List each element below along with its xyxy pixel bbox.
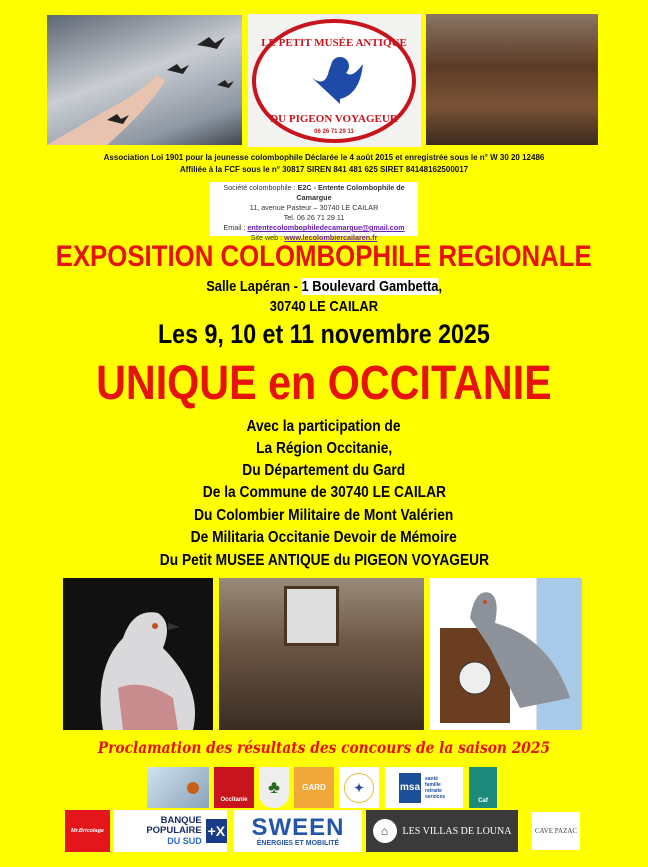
venue-line xyxy=(0,278,648,295)
sponsor-mr-bricolage-logo: Mr.Bricolage xyxy=(65,810,110,852)
event-dates: Les 9, 10 et 11 novembre 2025 xyxy=(158,319,490,349)
logo-text-bottom: DU PIGEON VOYAGEUR xyxy=(270,113,398,125)
venue-hall: Salle Lapéran - xyxy=(206,278,302,295)
email-link[interactable]: ententecolombophiledecamargue@gmail.com xyxy=(247,223,405,232)
sponsor-caf-logo: Caf xyxy=(469,767,497,808)
venue-city: 30740 LE CAILAR xyxy=(269,298,379,315)
sponsor-villas-de-louna-logo: ⌂ LES VILLAS DE LOUNA xyxy=(366,810,518,852)
museum-interior-photo xyxy=(219,578,424,730)
musee-logo xyxy=(248,14,421,147)
sponsor-occitanie-logo: Occitanie xyxy=(214,767,254,808)
participation-line: Du Petit MUSEE ANTIQUE du PIGEON VOYAGEUR xyxy=(159,552,489,569)
participation-line: Du Département du Gard xyxy=(242,462,406,479)
sponsor-sween-logo: SWEEN ÉNERGIES ET MOBILITÉ xyxy=(234,810,362,852)
society-tel: Tel. 06 26 71 29 11 xyxy=(283,213,345,222)
association-line-1: Association Loi 1901 pour la jeunesse colombophile Déclarée le 4 août 2015 et enregistrée sous le n° W 30 20 12486 xyxy=(103,153,545,162)
pigeon-portrait-photo xyxy=(63,578,213,730)
birds-illustration xyxy=(47,15,242,145)
society-info-box xyxy=(210,182,418,242)
sponsor-banque-populaire-logo: BANQUE POPULAIRE DU SUD +X xyxy=(114,810,227,852)
logo-text-top: LE PETIT MUSÉE ANTIQUE xyxy=(261,37,407,49)
exhibition-title: EXPOSITION COLOMBOPHILE REGIONALE xyxy=(55,240,593,273)
museum-collection-photo xyxy=(426,14,598,145)
website-link[interactable]: www.lecolombiercailaren.fr xyxy=(284,233,378,242)
society-address: 11, avenue Pasteur – 30740 LE CAILAR xyxy=(249,203,379,212)
sponsor-commune-crest-logo: ♣ xyxy=(259,767,289,808)
participation-line: Du Colombier Militaire de Mont Valérien xyxy=(194,507,454,524)
society-name: E2C - Entente Colombophile de Camargue xyxy=(296,183,405,202)
participation-line: De la Commune de 30740 LE CAILAR xyxy=(202,484,446,501)
participation-line: De Militaria Occitanie Devoir de Mémoire xyxy=(190,529,458,546)
headline: UNIQUE en OCCITANIE xyxy=(96,357,552,410)
sponsor-pigeon-logo xyxy=(147,767,209,808)
sponsor-round-logo: ✦ xyxy=(339,767,379,808)
logo-phone: 06 26 71 29 11 xyxy=(314,129,354,135)
venue-street: 1 Boulevard Gambetta xyxy=(301,278,439,295)
venue-comma: , xyxy=(438,278,442,295)
email-label: Email : xyxy=(223,223,248,232)
association-line-2: Affiliée à la FCF sous le n° 30817 SIREN 841 481 625 SIRET 84148162500017 xyxy=(179,165,469,174)
sponsor-msa-logo: msa santé famille retraite services xyxy=(385,767,463,808)
society-label: Société colombophile : xyxy=(223,183,298,192)
hand-releasing-birds-photo xyxy=(47,15,242,145)
sponsor-cave-pazac-logo: CAVE PAZAC xyxy=(532,812,580,850)
web-label: Site web : xyxy=(250,233,285,242)
proclamation-text: Proclamation des résultats des concours de la saison 2025 xyxy=(97,738,551,757)
participation-line: La Région Occitanie, xyxy=(255,440,393,457)
sponsor-gard-logo: GARD xyxy=(294,767,334,808)
pigeon-with-basket-photo xyxy=(430,578,582,730)
participation-line: Avec la participation de xyxy=(247,418,401,435)
